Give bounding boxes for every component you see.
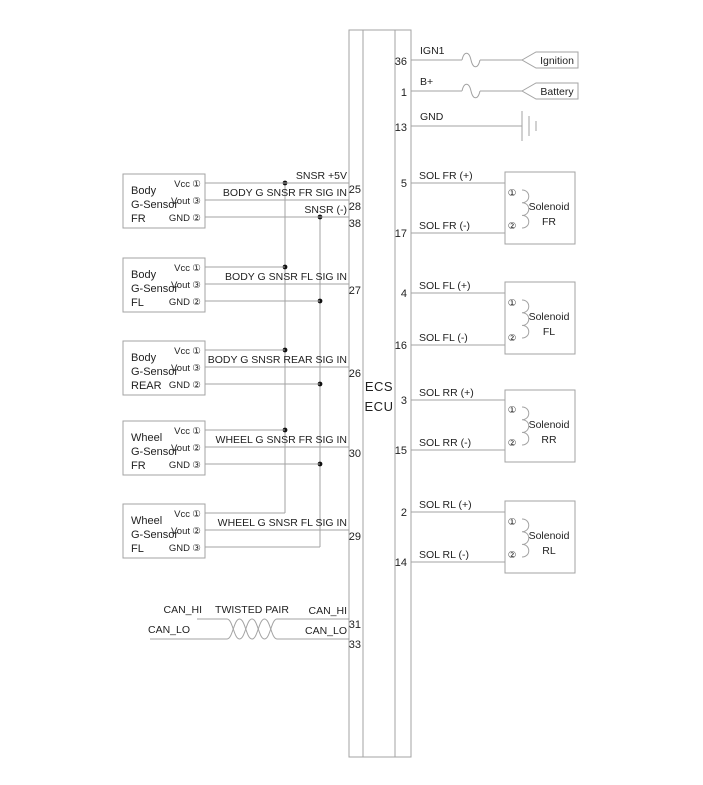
pin-label: GND <box>168 380 190 391</box>
pin-label: Vout <box>170 526 190 537</box>
signal-label: WHEEL G SNSR FR SIG IN <box>215 434 347 446</box>
can-lo-right-label: CAN_LO <box>304 625 347 637</box>
pin-number: 29 <box>348 531 361 543</box>
sensor-body-fl <box>123 258 361 312</box>
pin-number: 30 <box>348 448 361 460</box>
terminal-number: ① <box>192 346 201 357</box>
sensor-name: Body <box>131 352 157 364</box>
can-hi-left-label: CAN_HI <box>163 604 202 616</box>
signal-label: SOL RL (-) <box>419 549 469 561</box>
solenoid-rl <box>395 499 575 573</box>
pin-number: 1 <box>400 87 407 99</box>
terminal-number: ① <box>192 179 201 190</box>
pin-number: 33 <box>348 639 361 651</box>
terminal-number: ③ <box>192 363 201 374</box>
pin-number: 15 <box>394 445 407 457</box>
pin-number: 27 <box>348 285 361 297</box>
sensor-name: Wheel <box>131 432 163 444</box>
pin-label: Vcc <box>174 179 190 190</box>
sensor-name: Wheel <box>131 515 163 527</box>
pin-number: 38 <box>348 218 361 230</box>
pin-label: GND <box>168 297 190 308</box>
pin-number: 16 <box>394 340 407 352</box>
pin-label: Vcc <box>174 509 190 520</box>
sensor-name: FR <box>131 460 146 472</box>
signal-label: WHEEL G SNSR FL SIG IN <box>217 517 347 529</box>
terminal-number: ② <box>507 438 517 449</box>
pin-label: GND <box>168 213 190 224</box>
pin-number: 28 <box>348 201 361 213</box>
pin-label: Vcc <box>174 426 190 437</box>
can-lo-left-label: CAN_LO <box>147 624 190 636</box>
signal-label: GND <box>420 111 444 123</box>
solenoid-name: Solenoid <box>528 201 570 213</box>
terminal-number: ③ <box>192 460 201 471</box>
sensor-body-rear <box>123 341 361 395</box>
solenoid-rr <box>395 387 575 462</box>
solenoid-fr <box>395 170 575 244</box>
pin-label: Vcc <box>174 346 190 357</box>
pin-number: 4 <box>400 288 407 300</box>
terminal-number: ① <box>507 188 517 199</box>
battery-label: Battery <box>540 86 574 98</box>
signal-label: BODY G SNSR FL SIG IN <box>225 271 347 283</box>
signal-label: SNSR (-) <box>304 204 347 216</box>
signal-label: SOL FL (+) <box>419 280 471 292</box>
sensor-name: Body <box>131 185 157 197</box>
twisted-pair-icon <box>227 619 277 639</box>
solenoid-name: RR <box>541 434 557 446</box>
pin-label: Vout <box>170 443 190 454</box>
fuse-icon <box>462 84 480 98</box>
terminal-number: ② <box>192 526 201 537</box>
sensor-name: G-Sensor <box>131 283 179 295</box>
signal-label: B+ <box>420 76 434 88</box>
signal-label: SOL RL (+) <box>419 499 472 511</box>
sensor-name: Body <box>131 269 157 281</box>
pin-number: 26 <box>348 368 361 380</box>
sensor-wheel-fl <box>123 504 361 558</box>
signal-label: SNSR +5V <box>295 170 347 182</box>
sensor-wheel-fr <box>123 421 361 475</box>
signal-label: BODY G SNSR REAR SIG IN <box>207 354 347 366</box>
terminal-number: ③ <box>192 280 201 291</box>
terminal-number: ② <box>192 380 201 391</box>
ecu-label: ECU <box>364 399 394 414</box>
sensor-body-fr <box>123 170 361 230</box>
twisted-pair-icon <box>227 619 277 639</box>
sensor-name: G-Sensor <box>131 529 179 541</box>
pin-number: 25 <box>348 184 361 196</box>
solenoid-name: FL <box>542 326 556 338</box>
solenoid-name: Solenoid <box>528 530 570 542</box>
ignition-label: Ignition <box>540 55 574 67</box>
sensor-name: FL <box>131 543 144 555</box>
terminal-number: ② <box>507 550 517 561</box>
signal-label: SOL FR (-) <box>419 220 470 232</box>
pin-label: Vout <box>170 280 190 291</box>
sensor-name: G-Sensor <box>131 366 179 378</box>
signal-label: IGN1 <box>420 45 445 57</box>
terminal-number: ② <box>507 221 517 232</box>
signal-label: SOL FR (+) <box>419 170 473 182</box>
pin-label: Vout <box>170 196 190 207</box>
terminal-number: ① <box>192 426 201 437</box>
terminal-number: ② <box>507 333 517 344</box>
can-section <box>148 604 361 651</box>
sensor-name: REAR <box>131 380 162 392</box>
solenoid-name: RL <box>542 545 556 557</box>
pin-number: 31 <box>348 619 361 631</box>
pin-label: Vout <box>170 363 190 374</box>
sensor-name: G-Sensor <box>131 446 179 458</box>
terminal-number: ① <box>507 298 517 309</box>
sensor-name: FL <box>131 297 144 309</box>
terminal-number: ① <box>192 509 201 520</box>
pin-label: GND <box>168 543 190 554</box>
ecu-label: ECS <box>364 379 394 394</box>
solenoid-name: Solenoid <box>528 419 570 431</box>
terminal-number: ② <box>192 213 201 224</box>
terminal-number: ① <box>507 517 517 528</box>
signal-label: SOL RR (-) <box>419 437 472 449</box>
signal-label: SOL RR (+) <box>419 387 474 399</box>
sensor-name: G-Sensor <box>131 199 179 211</box>
fuse-icon <box>462 53 480 67</box>
pin-label: GND <box>168 460 190 471</box>
terminal-number: ② <box>192 443 201 454</box>
terminal-number: ① <box>507 405 517 416</box>
terminal-number: ② <box>192 297 201 308</box>
terminal-number: ③ <box>192 196 201 207</box>
terminal-number: ③ <box>192 543 201 554</box>
pin-number: 3 <box>400 395 407 407</box>
signal-label: BODY G SNSR FR SIG IN <box>222 187 347 199</box>
solenoid-name: Solenoid <box>528 311 570 323</box>
signal-label: SOL FL (-) <box>419 332 468 344</box>
terminal-number: ① <box>192 263 201 274</box>
solenoid-fl <box>395 280 575 354</box>
sensor-name: FR <box>131 213 146 225</box>
pin-number: 2 <box>400 507 407 519</box>
solenoid-name: FR <box>542 216 556 228</box>
ground-icon <box>522 111 536 141</box>
power-section <box>395 45 578 141</box>
pin-number: 14 <box>394 557 407 569</box>
twisted-pair-label: TWISTED PAIR <box>215 604 289 616</box>
pin-number: 5 <box>400 178 407 190</box>
pin-number: 36 <box>394 56 407 68</box>
pin-number: 13 <box>394 122 407 134</box>
pin-label: Vcc <box>174 263 190 274</box>
pin-number: 17 <box>394 228 407 240</box>
can-hi-right-label: CAN_HI <box>308 605 347 617</box>
